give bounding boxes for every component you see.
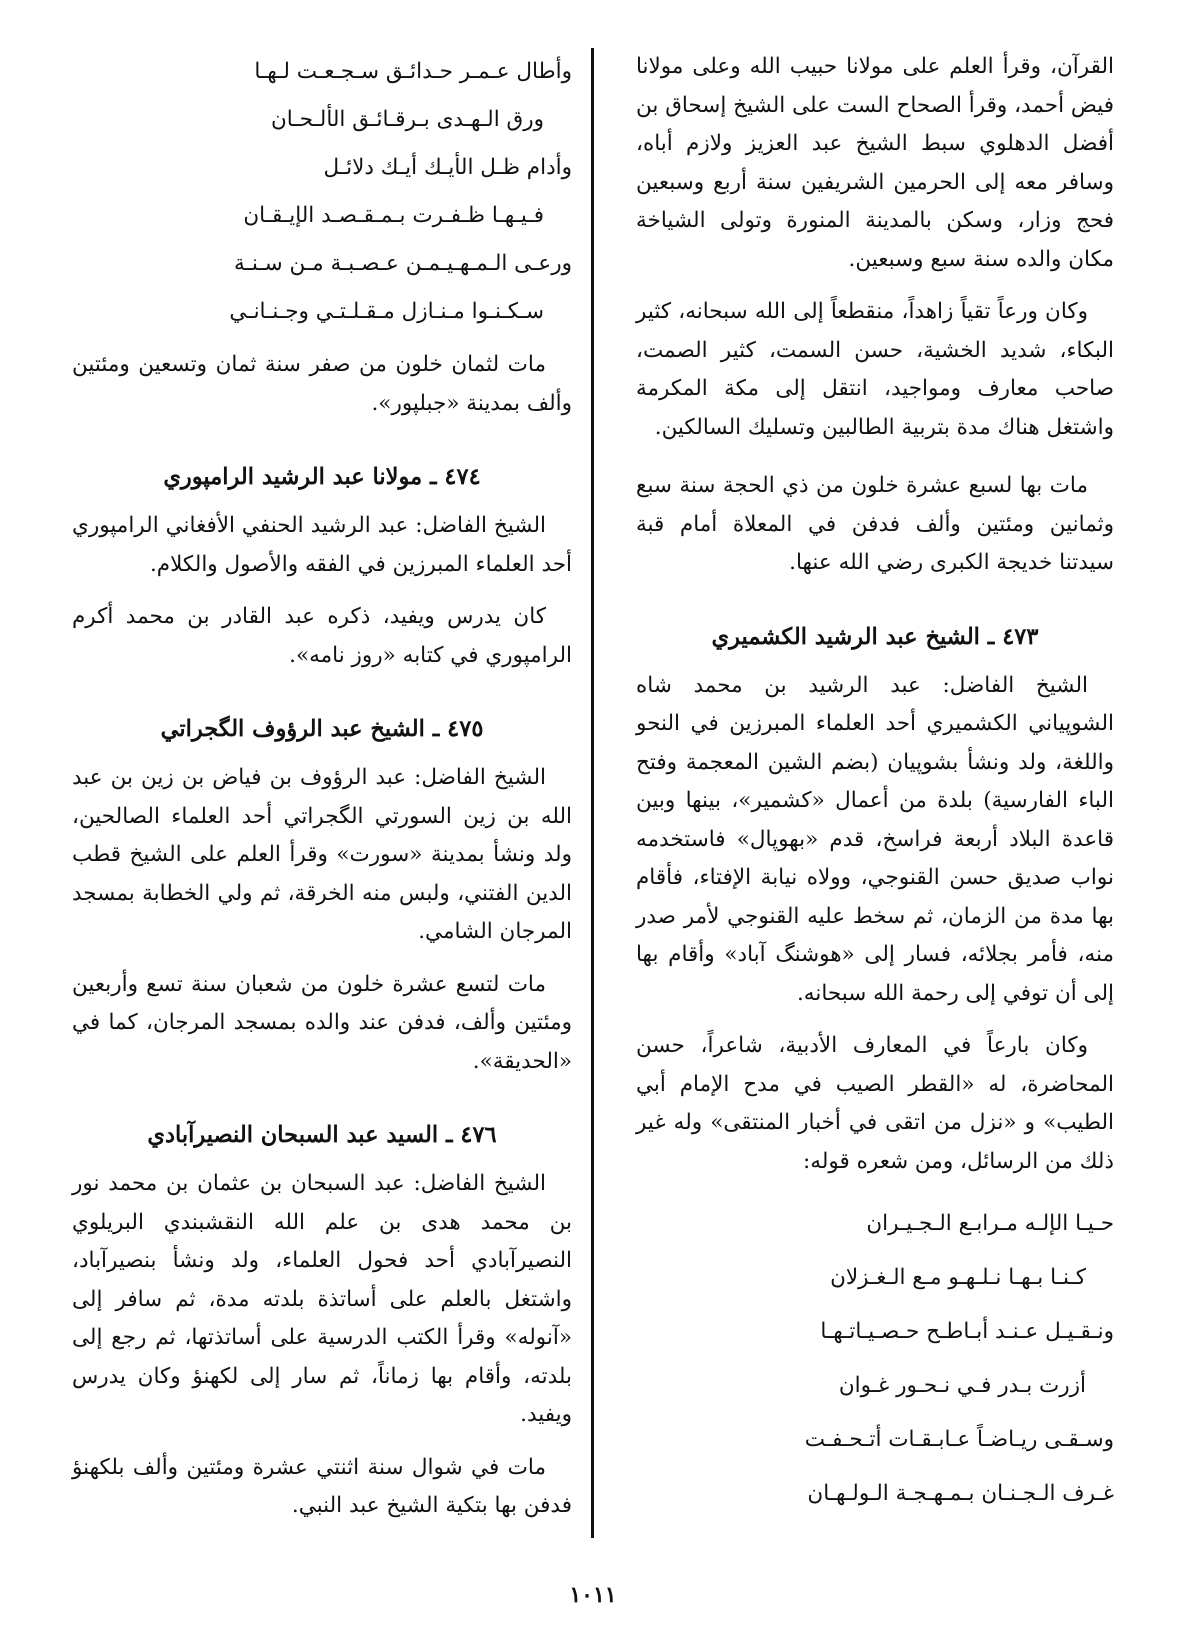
paragraph: مات في شوال سنة اثنتي عشرة ومئتين وألف بلكهنؤ فدفن بها بتكية الشيخ عبد النبي.	[72, 1454, 572, 1518]
paragraph: الشيخ الفاضل: عبد السبحان بن عثمان بن محمد نور بن محمد هدى بن علم الله النقشبندي البريلوي النصيرآبادي أحد فحول العلماء، ولد ونشأ بنصيرآباد، واشتغل بالعلم على أساتذة بلدته مدة، ثم سافر إلى «آنوله» وقرأ الكتب الدرسية على أساتذتها، ثم رجع إلى بلدته، وأقام بها زماناً، ثم سار إلى لكهنؤ وكان يدرس ويفيد.	[72, 1171, 572, 1427]
paragraph: الشيخ الفاضل: عبد الرشيد الحنفي الأفغاني الرامپوري أحد العلماء المبرزين في الفقه والأصول والكلام.	[72, 513, 572, 577]
verse-line: وأدام ظـل الأيـك أيـك دلائـل	[323, 155, 572, 180]
paragraph: مات بها لسبع عشرة خلون من ذي الحجة سنة سبع وثمانين ومئتين وألف فدفن في المعلاة أمام قبة سيدتنا خديجة الكبرى رضي الله عنها.	[636, 473, 1114, 575]
paragraph: الشيخ الفاضل: عبد الرشيد بن محمد شاه الشوپياني الكشميري أحد العلماء المبرزين في النحو واللغة، ولد ونشأ بشوپيان (بضم الشين المعجمة وفتح الباء الفارسية) بلدة من أعمال «كشمير»، بينها وبين قاعدة البلاد أربعة فراسخ، قدم «بهوپال» فاستخدمه نواب صديق حسن القنوجي، وولاه نيابة الإفتاء، فأقام بها مدة من الزمان، ثم سخط عليه القنوجي لأمر صدر منه، فأمر بجلائه، فسار إلى «هوشنگ آباد» وأقام بها إلى أن توفي إلى رحمة الله سبحانه.	[636, 672, 1114, 1006]
entry-heading-476: ٤٧٦ ـ السيد عبد السبحان النصيرآبادي	[147, 1122, 497, 1148]
paragraph: مات لتسع عشرة خلون من شعبان سنة تسع وأربعين ومئتين وألف، فدفن عند والده بمسجد المرجان، كما في «الحديقة».	[72, 971, 572, 1074]
paragraph: القرآن، وقرأ العلم على مولانا حبيب الله وعلى مولانا فيض أحمد، وقرأ الصحاح الست على الشيخ إسحاق بن أفضل الدهلوي سبط الشيخ عبد العزيز ولازم أباه، وسافر معه إلى الحرمين الشريفين سنة أربع وسبعين فحج وزار، وسكن بالمدينة المنورة وتولى الشياخة مكان والده سنة سبع وسبعين.	[636, 54, 1114, 272]
verse-line: سـكـنـوا مـنـازل مـقـلـتـي وجـنـانـي	[229, 299, 544, 324]
verse-line: حـيـا الإلـه مـرابـع الـجـيـران	[866, 1211, 1114, 1236]
verse-line: وسـقـى ريـاضـاً عـابـقـات أتـحـفـت	[804, 1427, 1114, 1452]
column-divider	[591, 48, 594, 1538]
paragraph: الشيخ الفاضل: عبد الرؤوف بن فياض بن زين بن عبد الله بن زين السورتي الگجراتي أحد العلماء الصالحين، ولد ونشأ بمدينة «سورت» وقرأ العلم على الشيخ قطب الدين الفتني، ولبس منه الخرقة، ثم ولي الخطابة بمسجد المرجان الشامي.	[72, 765, 572, 944]
verse-line: ورعـى الـمـهـيـمـن عـصـبـة مـن سـنـة	[234, 251, 572, 276]
verse-line: فـيـهـا ظـفـرت بـمـقـصـد الإيـقـان	[243, 203, 544, 228]
entry-heading-473: ٤٧٣ ـ الشيخ عبد الرشيد الكشميري	[711, 623, 1039, 650]
poem	[636, 1199, 1114, 1519]
verse-line: كـنـا بـهـا نـلـهـو مـع الـغـزلان	[830, 1265, 1086, 1290]
verse-line: وأطال عـمـر حـدائـق سـجـعـت لـهـا	[254, 59, 572, 84]
left-column	[72, 48, 572, 1540]
right-column	[636, 48, 1114, 1523]
entry-heading-474: ٤٧٤ ـ مولانا عبد الرشيد الرامپوري	[163, 464, 481, 490]
verse-line: غـرف الـجـنـان بـمـهـجـة الـولـهـان	[807, 1481, 1114, 1506]
verse-line: أزرت بـدر فـي نـحـور غـوان	[838, 1373, 1086, 1398]
verse-line: ونـقـيـل عـنـد أبـاطـح حـصـيـاتـهـا	[820, 1319, 1114, 1344]
page-number: ١٠١١	[569, 1582, 617, 1608]
paragraph: وكان بارعاً في المعارف الأدبية، شاعراً، حسن المحاضرة، له «القطر الصيب في مدح الإمام أبي الطيب» و «نزل من اتقى في أخبار المنتقى» وله غير ذلك من الرسائل، ومن شعره قوله:	[636, 1033, 1114, 1174]
paragraph: كان يدرس ويفيد، ذكره عبد القادر بن محمد أكرم الرامپوري في كتابه «روز نامه».	[72, 604, 572, 668]
verse-line: ورق الـهـدى بـرقـائـق الألـحـان	[270, 107, 544, 132]
paragraph: وكان ورعاً تقياً زاهداً، منقطعاً إلى الله سبحانه، كثير البكاء، شديد الخشية، حسن السمت، كثير الصمت، صاحب معارف ومواجيد، انتقل إلى مكة المكرمة واشتغل هناك مدة بتربية الطالبين وتسليك السالكين.	[636, 299, 1114, 440]
paragraph: مات لثمان خلون من صفر سنة ثمان وتسعين ومئتين وألف بمدينة «جبلپور».	[72, 352, 572, 416]
poem-continuation	[72, 48, 572, 336]
entry-heading-475: ٤٧٥ ـ الشيخ عبد الرؤوف الگجراتي	[160, 716, 484, 742]
